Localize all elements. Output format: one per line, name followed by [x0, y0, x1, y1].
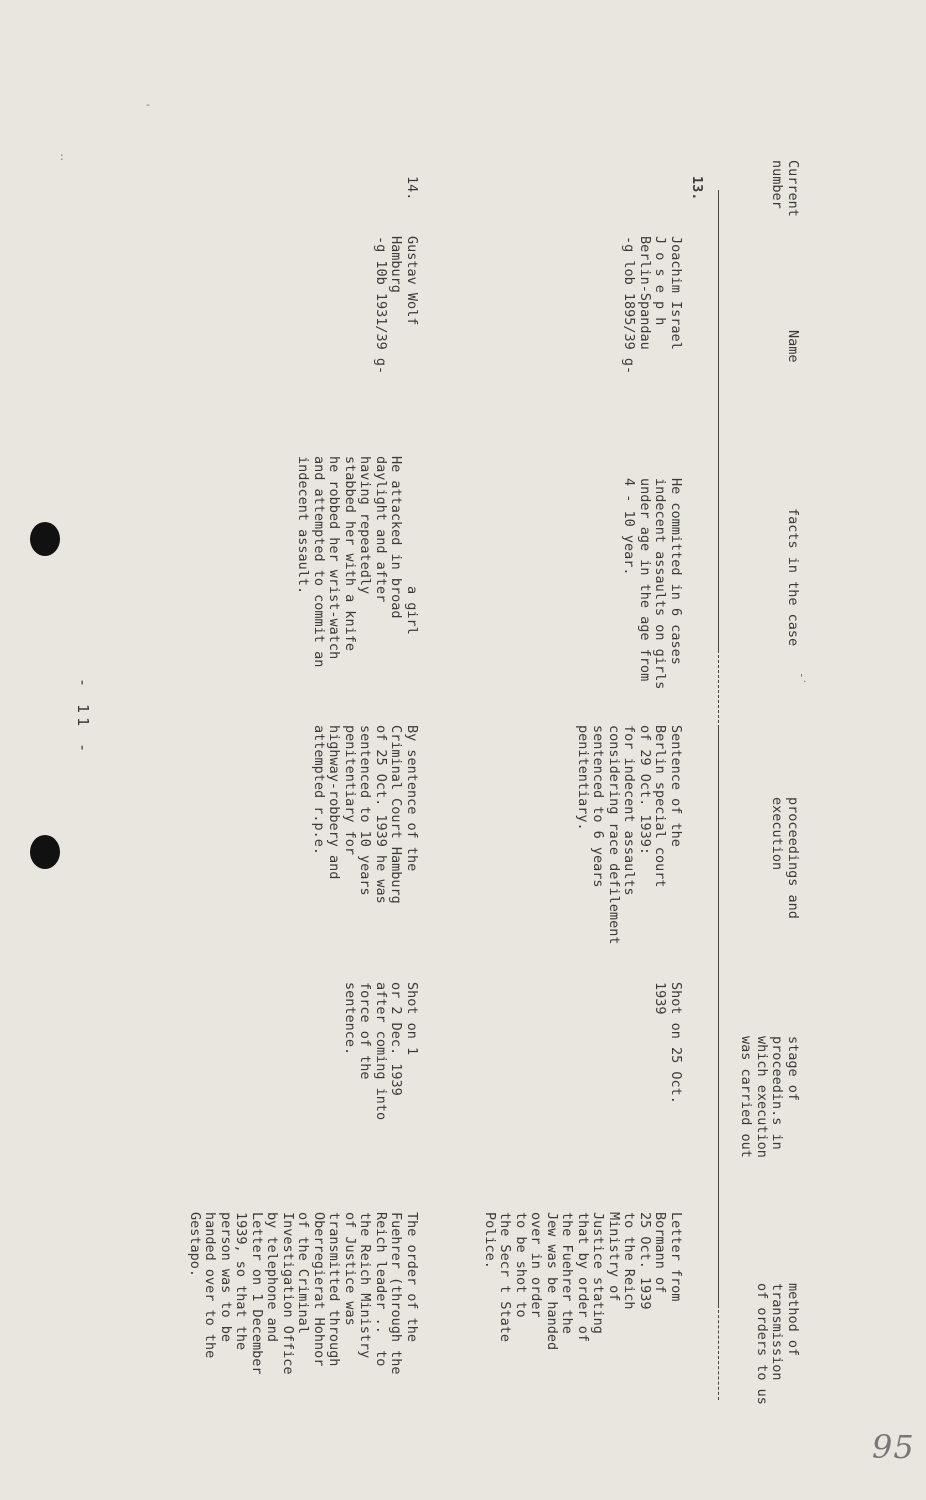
folio-number: - 11 -: [74, 678, 92, 757]
row-name: Gustav Wolf Hamburg -g 10b 1931/39 g-: [373, 236, 420, 375]
header-rule-solid: [718, 190, 719, 650]
row-stage: Shot on 25 Oct. 1939: [652, 982, 684, 1104]
row-facts: a girl He attacked in broad daylight and after having repeatedly stabbed her with a knife he robbed her wrist-watch and attempted to commit an indecent assault.: [295, 456, 420, 668]
scan-mark: '.: [800, 672, 807, 685]
row-proceedings: By sentence of the Criminal Court Hamburg of 25 Oct. 1939 he was sentenced to 10 years penitentiary for highway-robbery and attempted r.p.e.: [311, 725, 420, 904]
header-rule-solid-right: [718, 728, 719, 1308]
header-current-number: Current number: [769, 160, 801, 217]
header-stage: stage of proceedin.s in which execution was carried out: [738, 1036, 801, 1158]
scan-mark: :: [60, 150, 64, 163]
header-name: Name: [785, 330, 801, 363]
handwritten-page-number: 95: [872, 1428, 915, 1466]
row-number: 13.: [689, 176, 705, 201]
row-number: 14.: [404, 176, 420, 201]
row-facts: He committed in 6 cases indecent assaults on girls under age in the age from 4 - 10 year.: [621, 478, 684, 690]
row-name: Joachim Israel J o s e p h Berlin-Spandau -g lob 1895/39 g-: [621, 236, 684, 375]
header-method: method of transmission of orders to us: [754, 1283, 801, 1405]
row-method: Letter from Bormann of 25 Oct. 1939 to the Reich Ministry of Justice stating that by order of the Fuehrer the Jew was be handed over in order to be shot to the Secr t State Police.: [482, 1212, 684, 1351]
header-rule-dashed-right: [718, 1310, 719, 1400]
row-proceedings: Sentence of the Berlin special court of 29 Oct. 1939: for indecent assaults considering race defilement sentenced to 6 years penitentiary.: [575, 725, 684, 945]
row-stage: Shot on 1 or 2 Dec. 1939 after coming into force of the sentence.: [342, 982, 420, 1121]
header-facts: facts in the case: [785, 508, 801, 647]
scan-mark: -: [146, 98, 150, 111]
header-rule-dashed: [718, 650, 719, 728]
header-proceedings: proceedings and execution: [769, 797, 801, 919]
row-method: The order of the Fuehrer (through the Reich leader .. to the Reich Ministry of Justice was transmitted through Oberregierat Hohnor of the Criminal Investigation Office by telephone and Letter on 1 December 1939, so that the person was to be handed over to the Gestapo.: [187, 1212, 420, 1375]
